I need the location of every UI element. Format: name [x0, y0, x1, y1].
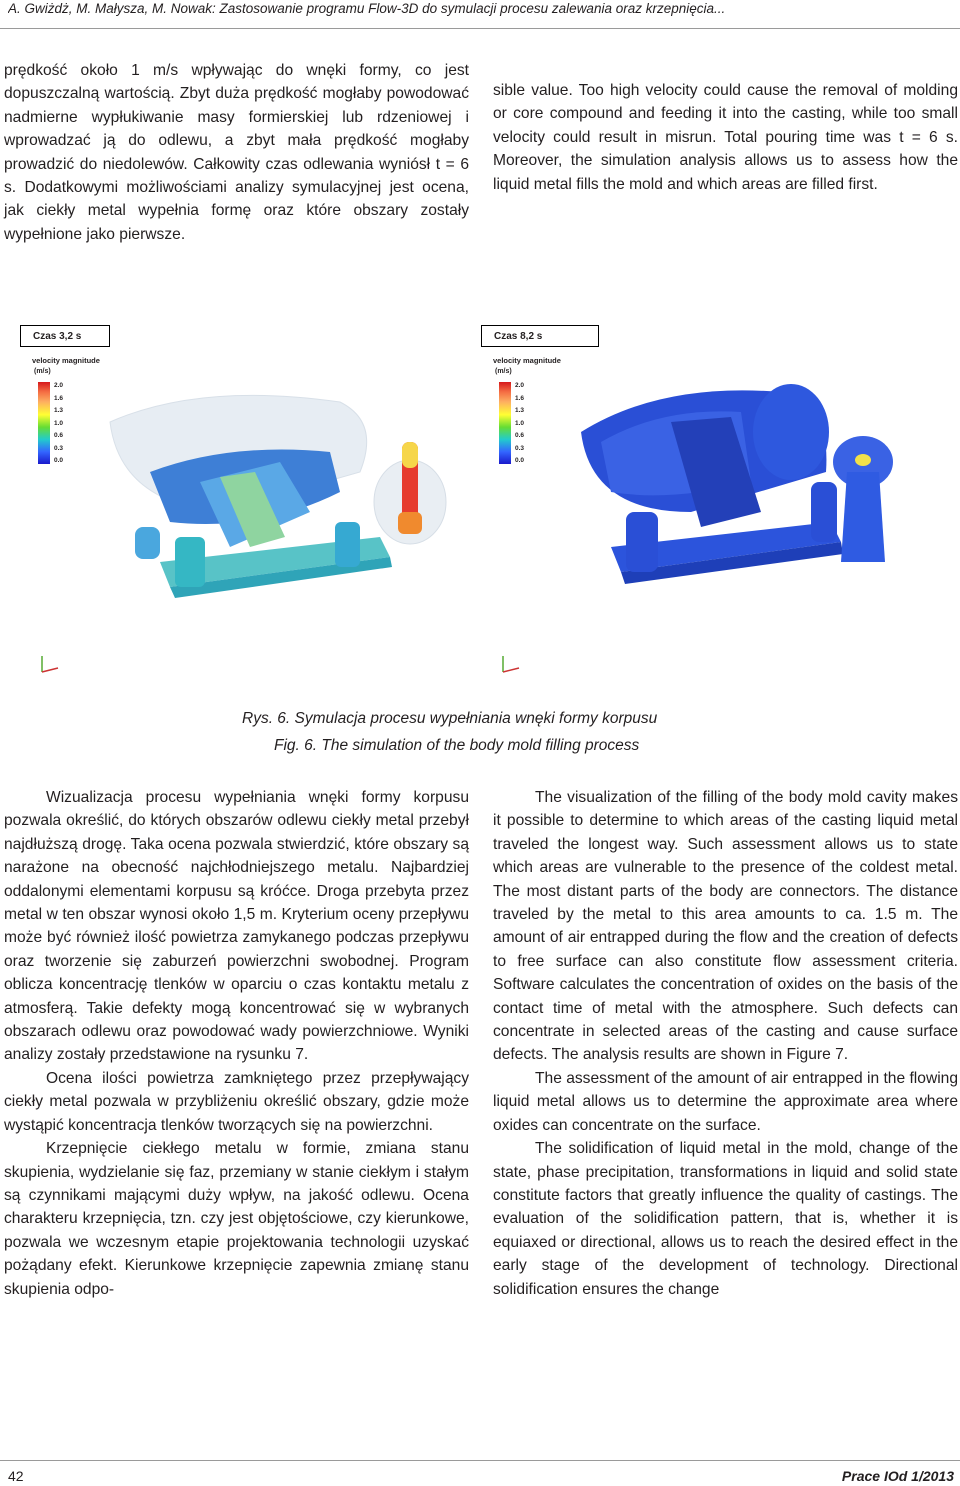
- running-header: A. Gwiżdż, M. Małysza, M. Nowak: Zastosowanie programu Flow-3D do symulacji procesu zalewania oraz krzepnięcia...: [8, 1, 726, 16]
- axis-triad-icon: [36, 652, 66, 676]
- legend-unit: (m/s): [495, 368, 512, 375]
- color-scale-bar: [499, 382, 511, 464]
- figure-caption-en: Fig. 6. The simulation of the body mold filling process: [274, 737, 640, 754]
- paragraph: sible value. Too high velocity could cause the removal of molding or core compound and feeding it into the casting, while too small velocity could result in misrun. Total pouring time was t = 6 s. Moreover, the simulation analysis allows us to assess how the liquid metal fills the mold and which areas are filled first.: [493, 82, 958, 193]
- legend-title: velocity magnitude: [493, 356, 561, 365]
- figure-panel-2: [481, 322, 941, 687]
- legend-tick: 2.0: [515, 382, 525, 389]
- legend-tick: 1.3: [54, 407, 64, 414]
- legend-tick: 1.0: [515, 419, 525, 427]
- legend-title: velocity magnitude: [32, 356, 100, 365]
- casting-model-render-early: [80, 362, 460, 632]
- paragraph: The solidification of liquid metal in the mold, change of the state, phase precipitation, transformations in liquid and solid state constitute factors that greatly influence the quality of castings. The evaluation of the solidification pattern, that is, whether it is equiaxed or directional, allows us to reach the desired effect in the early stage of the development of technology. Directional solidification ensures the change: [493, 1140, 958, 1298]
- figure-caption-pl: Rys. 6. Symulacja procesu wypełniania wnęki formy korpusu: [242, 710, 658, 727]
- legend-tick: 0.0: [54, 457, 64, 464]
- page-number: 42: [8, 1468, 24, 1484]
- paragraph: Krzepnięcie ciekłego metalu w formie, zmiana stanu skupienia, wydzielanie się faz, przemiany w stanie ciekłym i stałym są czynnikami mającymi duży wpływ, na jakość odlewu. Ocena charakteru krzepnięcia, tzn. czy jest objętościowe, czy kierunkowe, pozwala we wczesnym etapie projektowania technologii uzyskać pożądany efekt. Kierunkowe krzepnięcie zapewnia zmianę stanu skupienia odpo-: [4, 1140, 469, 1298]
- time-label: Czas 8,2 s: [481, 325, 599, 347]
- legend-tick: 2.0: [54, 382, 64, 389]
- paragraph: Wizualizacja procesu wypełniania wnęki formy korpusu pozwala określić, do których obszarów odlewu ciekły metal przebył najdłuższą drogę. Taka ocena pozwala stwierdzić, które obszary są narażone na obecność najchłodniejszego metalu. Najbardziej oddalonymi elementami korpusu są króćce. Droga przebyta przez metal w ten obszar wynosi około 1,5 m. Kryterium oceny przepływu może być również ilość powietrza zamykanego podczas przepływu oraz tworzenie się zaburzeń powierzchni swobodnej. Program oblicza koncentrację tlenków w oparciu o czas kontaktu metalu z atmosferą. Takie defekty mogą koncentrować się w wybranych obszarach odlewu oraz powodować wady powierzchniowe. Wyniki analizy zostały przedstawione na rysunku 7.: [4, 789, 469, 1064]
- bottom-right-column: [493, 786, 958, 1301]
- legend-ticks: [515, 380, 524, 468]
- legend-tick: 1.3: [515, 407, 525, 414]
- paragraph: Ocena ilości powietrza zamkniętego przez przepływający ciekły metal pozwala w przybliżeniu określić obszary, gdzie może wystąpić koncentracja tlenków tworzących się na powierzchni.: [4, 1069, 469, 1134]
- legend-tick: 0.0: [515, 457, 525, 464]
- paragraph: prędkość około 1 m/s wpływając do wnęki formy, co jest dopuszczalną wartością. Zbyt duża prędkość mogłaby powodować nadmierne wypłukiwanie masy formierskiej lub rdzeniowej i wprowadzać ją do odlewu, a zbyt mała prędkość mogłaby prowadzić do niedolewów. Całkowity czas odlewania wyniósł t = 6 s. Dodatkowymi możliwościami analizy symulacyjnej jest ocena, jak ciekły metal wypełnia formę oraz które obszary zostały wypełnione jako pierwsze.: [4, 62, 469, 243]
- legend-tick: 0.3: [515, 444, 525, 452]
- top-left-column: [4, 59, 469, 246]
- figure-panel-1: [20, 322, 480, 687]
- legend-unit: (m/s): [34, 368, 51, 375]
- axis-triad-icon: [497, 652, 527, 676]
- legend-tick: 0.6: [54, 432, 64, 439]
- footer-divider: [0, 1460, 960, 1461]
- legend-tick: 1.6: [54, 394, 64, 402]
- legend-tick: 1.6: [515, 394, 525, 402]
- paragraph: The visualization of the filling of the body mold cavity makes it possible to determine to which areas of the casting liquid metal traveled the longest way. Such assessment allows us to state which areas are vulnerable to the presence of the coldest metal. The most distant parts of the body are connectors. The distance traveled by the metal to this area amounts to ca. 1.5 m. The amount of air entrapped during the flow and the creation of defects to free surface can also constitute flow assessment criteria. Software calculates the concentration of oxides on the basis of the contact time of metal with the atmosphere. Such defects can concentrate in selected areas of the casting and cause surface defects. The analysis results are shown in Figure 7.: [493, 789, 958, 1064]
- legend-tick: 1.0: [54, 419, 64, 427]
- journal-name: Prace IOd 1/2013: [841, 1468, 954, 1484]
- casting-model-render-filled: [541, 362, 921, 632]
- color-scale-bar: [38, 382, 50, 464]
- legend-ticks: [54, 380, 63, 468]
- paragraph: The assessment of the amount of air entrapped in the flowing liquid metal allows us to determine the approximate area where oxides can concentrate on the surface.: [493, 1069, 959, 1134]
- legend-tick: 0.3: [54, 444, 64, 452]
- header-divider: [0, 28, 960, 29]
- top-right-column: [493, 79, 958, 196]
- legend-tick: 0.6: [515, 432, 525, 439]
- bottom-left-column: [4, 786, 469, 1301]
- time-label: Czas 3,2 s: [20, 325, 110, 347]
